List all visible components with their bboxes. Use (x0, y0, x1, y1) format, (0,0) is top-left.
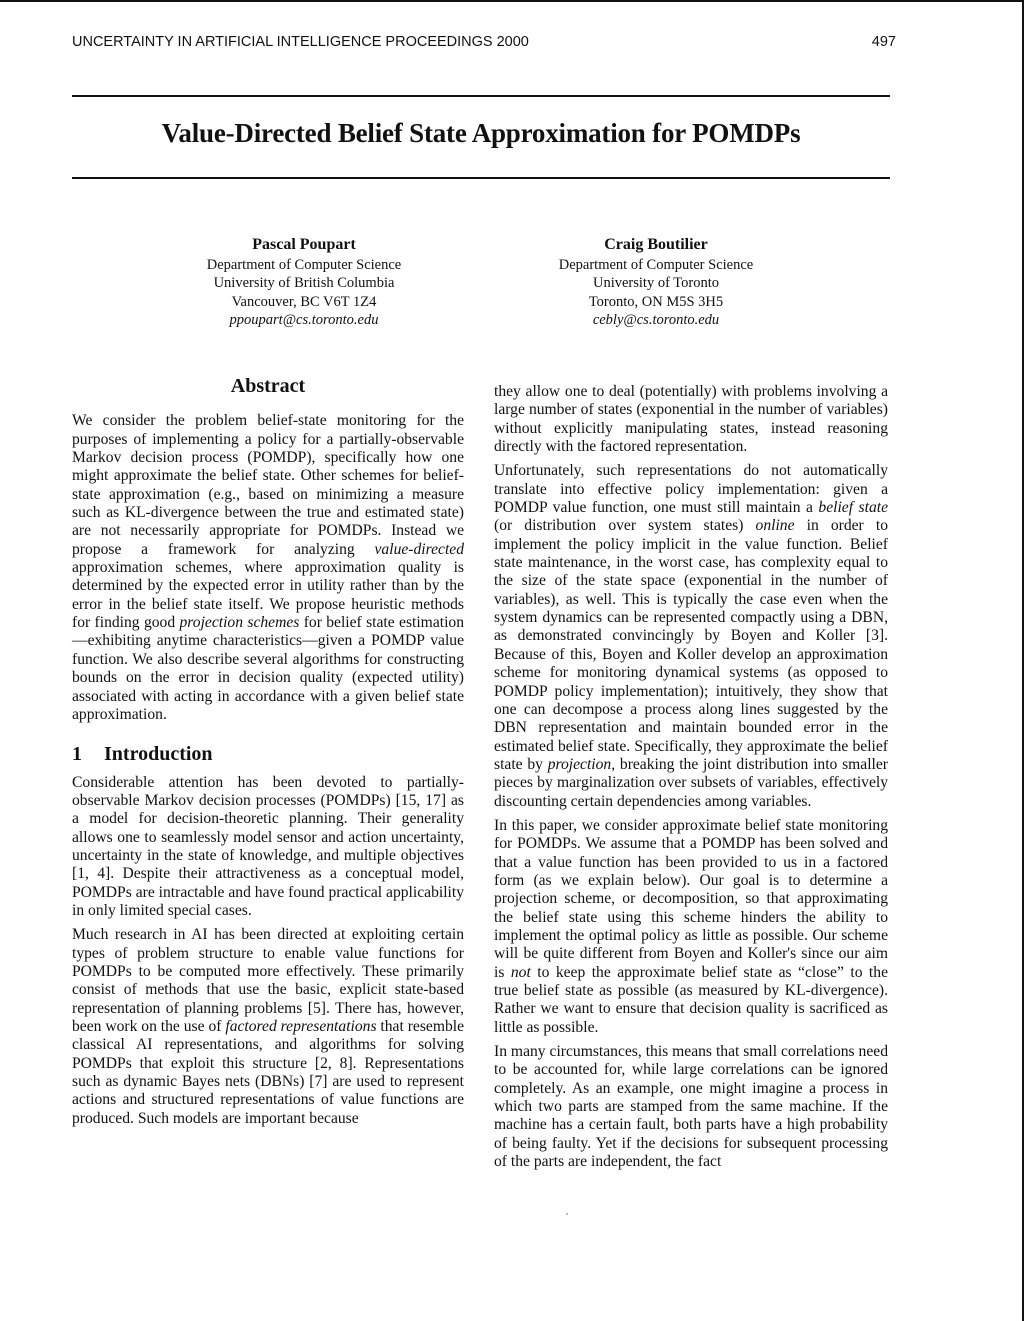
author-address: Toronto, ON M5S 3H5 (588, 293, 724, 310)
body-paragraph-4: In many circumstances, this means that small correlations need to be accounted for, while large correlations can be ignored completely. As an example, one might imagine a process in which two parts are stamped from the same machine. If the machine has a certain fault, both parts have a high probability of being faulty. Yet if the decisions for subsequent processing of the parts are independent, the fact (494, 1043, 888, 1171)
author-name: Craig Boutilier (604, 236, 708, 253)
author-department: Department of Computer Science (206, 256, 402, 273)
intro-paragraph-2: Much research in AI has been directed at exploiting certain types of problem structure to enable value functions for POMDPs to be computed more effectively. These primarily consist of methods that use the basic, explicit state-based representation of planning problems [5]. There has, however, been work on the use of factored representations that resemble classical AI representations, and algorithms for solving POMDPs that exploit this structure [2, 8]. Representations such as dynamic Bayes nets (DBNs) [7] are used to represent actions and structured representations of value functions are produced. Such models are important because (72, 926, 464, 1127)
abstract-heading: Abstract (230, 375, 306, 397)
intro-paragraph-1: Considerable attention has been devoted to partially-observable Markov decision processes (POMDPs) [15, 17] as a model for decision-theoretic planning. Their generality allows one to seamlessly model sensor and action uncertainty, uncertainty in the state of knowledge, and multiple objectives [1, 4]. Despite their attractiveness as a conceptual model, POMDPs are intractable and have found practical applicability in only limited special cases. (72, 773, 464, 919)
abstract-paragraph: We consider the problem belief-state monitoring for the purposes of implementing a policy for a partially-observable Markov decision process (POMDP), specifically how one might approximate the belief state. Other schemes for belief-state approximation (e.g., based on minimizing a measure such as KL-divergence between the true and estimated state) are not necessarily appropriate for POMDPs. Instead we propose a framework for analyzing value-directed approximation schemes, where approximation quality is determined by the expected error in utility rather than by the error in the belief state itself. We propose heuristic methods for finding good projection schemes for belief state estimation—exhibiting anytime characteristics—given a POMDP value function. We also describe several algorithms for constructing bounds on the error in decision quality (expected utility) associated with acting in accordance with a given belief state approximation. (72, 412, 464, 723)
body-paragraph-2: Unfortunately, such representations do not automatically translate into effective policy implementation: given a POMDP value function, one must still maintain a belief state (or distribution over system states) online in order to implement the policy implicit in the value function. Belief state maintenance, in the worst case, has complexity equal to the size of the state space (exponential in the number of variables), as well. This is typically the case even when the system dynamics can be represented compactly using a DBN, as demonstrated convincingly by Boyen and Koller [3]. Because of this, Boyen and Koller develop an approximation scheme for monitoring dynamical systems (as opposed to POMDP policy implementation); intuitively, they show that one can decompose a process along lines suggested by the DBN representation and maintain bounded error in the estimated belief state. Specifically, they approximate the belief state by projection, breaking the joint distribution into smaller pieces by marginalization over subsets of variables, effectively discounting certain dependencies among variables. (494, 462, 888, 810)
author-email: ppoupart@cs.toronto.edu (229, 312, 379, 328)
author-address: Vancouver, BC V6T 1Z4 (231, 293, 377, 310)
author-block-2 (516, 236, 796, 330)
author-name: Pascal Poupart (252, 236, 356, 253)
section-heading (72, 743, 464, 766)
left-column (72, 377, 464, 1134)
body-paragraph-1: they allow one to deal (potentially) with problems involving a large number of states (exponential in the number of variables) without explicitly manipulating states, instead reasoning directly with the factored representation. (494, 383, 888, 456)
title-rule-top (72, 95, 890, 97)
scan-speck (566, 1213, 568, 1215)
running-head (72, 34, 896, 50)
page-number: 497 (871, 34, 896, 50)
paper-title: Value-Directed Belief State Approximation for POMDPs (161, 118, 801, 148)
author-institution: University of Toronto (593, 275, 719, 291)
author-institution: University of British Columbia (213, 275, 395, 291)
author-block-1 (164, 236, 444, 330)
proceedings-name: UNCERTAINTY IN ARTIFICIAL INTELLIGENCE PROCEEDINGS 2000 (72, 34, 529, 50)
author-department: Department of Computer Science (558, 256, 754, 273)
title-rule-bottom (72, 177, 890, 179)
section-number: 1 (72, 743, 82, 766)
page-top-edge (0, 0, 1024, 2)
author-email: cebly@cs.toronto.edu (592, 312, 720, 328)
body-paragraph-3: In this paper, we consider approximate belief state monitoring for POMDPs. We assume that a POMDP has been solved and that a value function has been provided to us in a factored form (as we explain below). Our goal is to determine a projection scheme, or decomposition, so that approximating the belief state using this scheme hinders the ability to implement the optimal policy as little as possible. Our scheme will be quite different from Boyen and Koller's since our aim is not to keep the approximate belief state as “close” to the true belief state as possible (as measured by KL-divergence). Rather we want to ensure that decision quality is sacrificed as little as possible. (494, 816, 888, 1036)
section-title: Introduction (104, 743, 213, 766)
right-column (494, 383, 888, 1177)
